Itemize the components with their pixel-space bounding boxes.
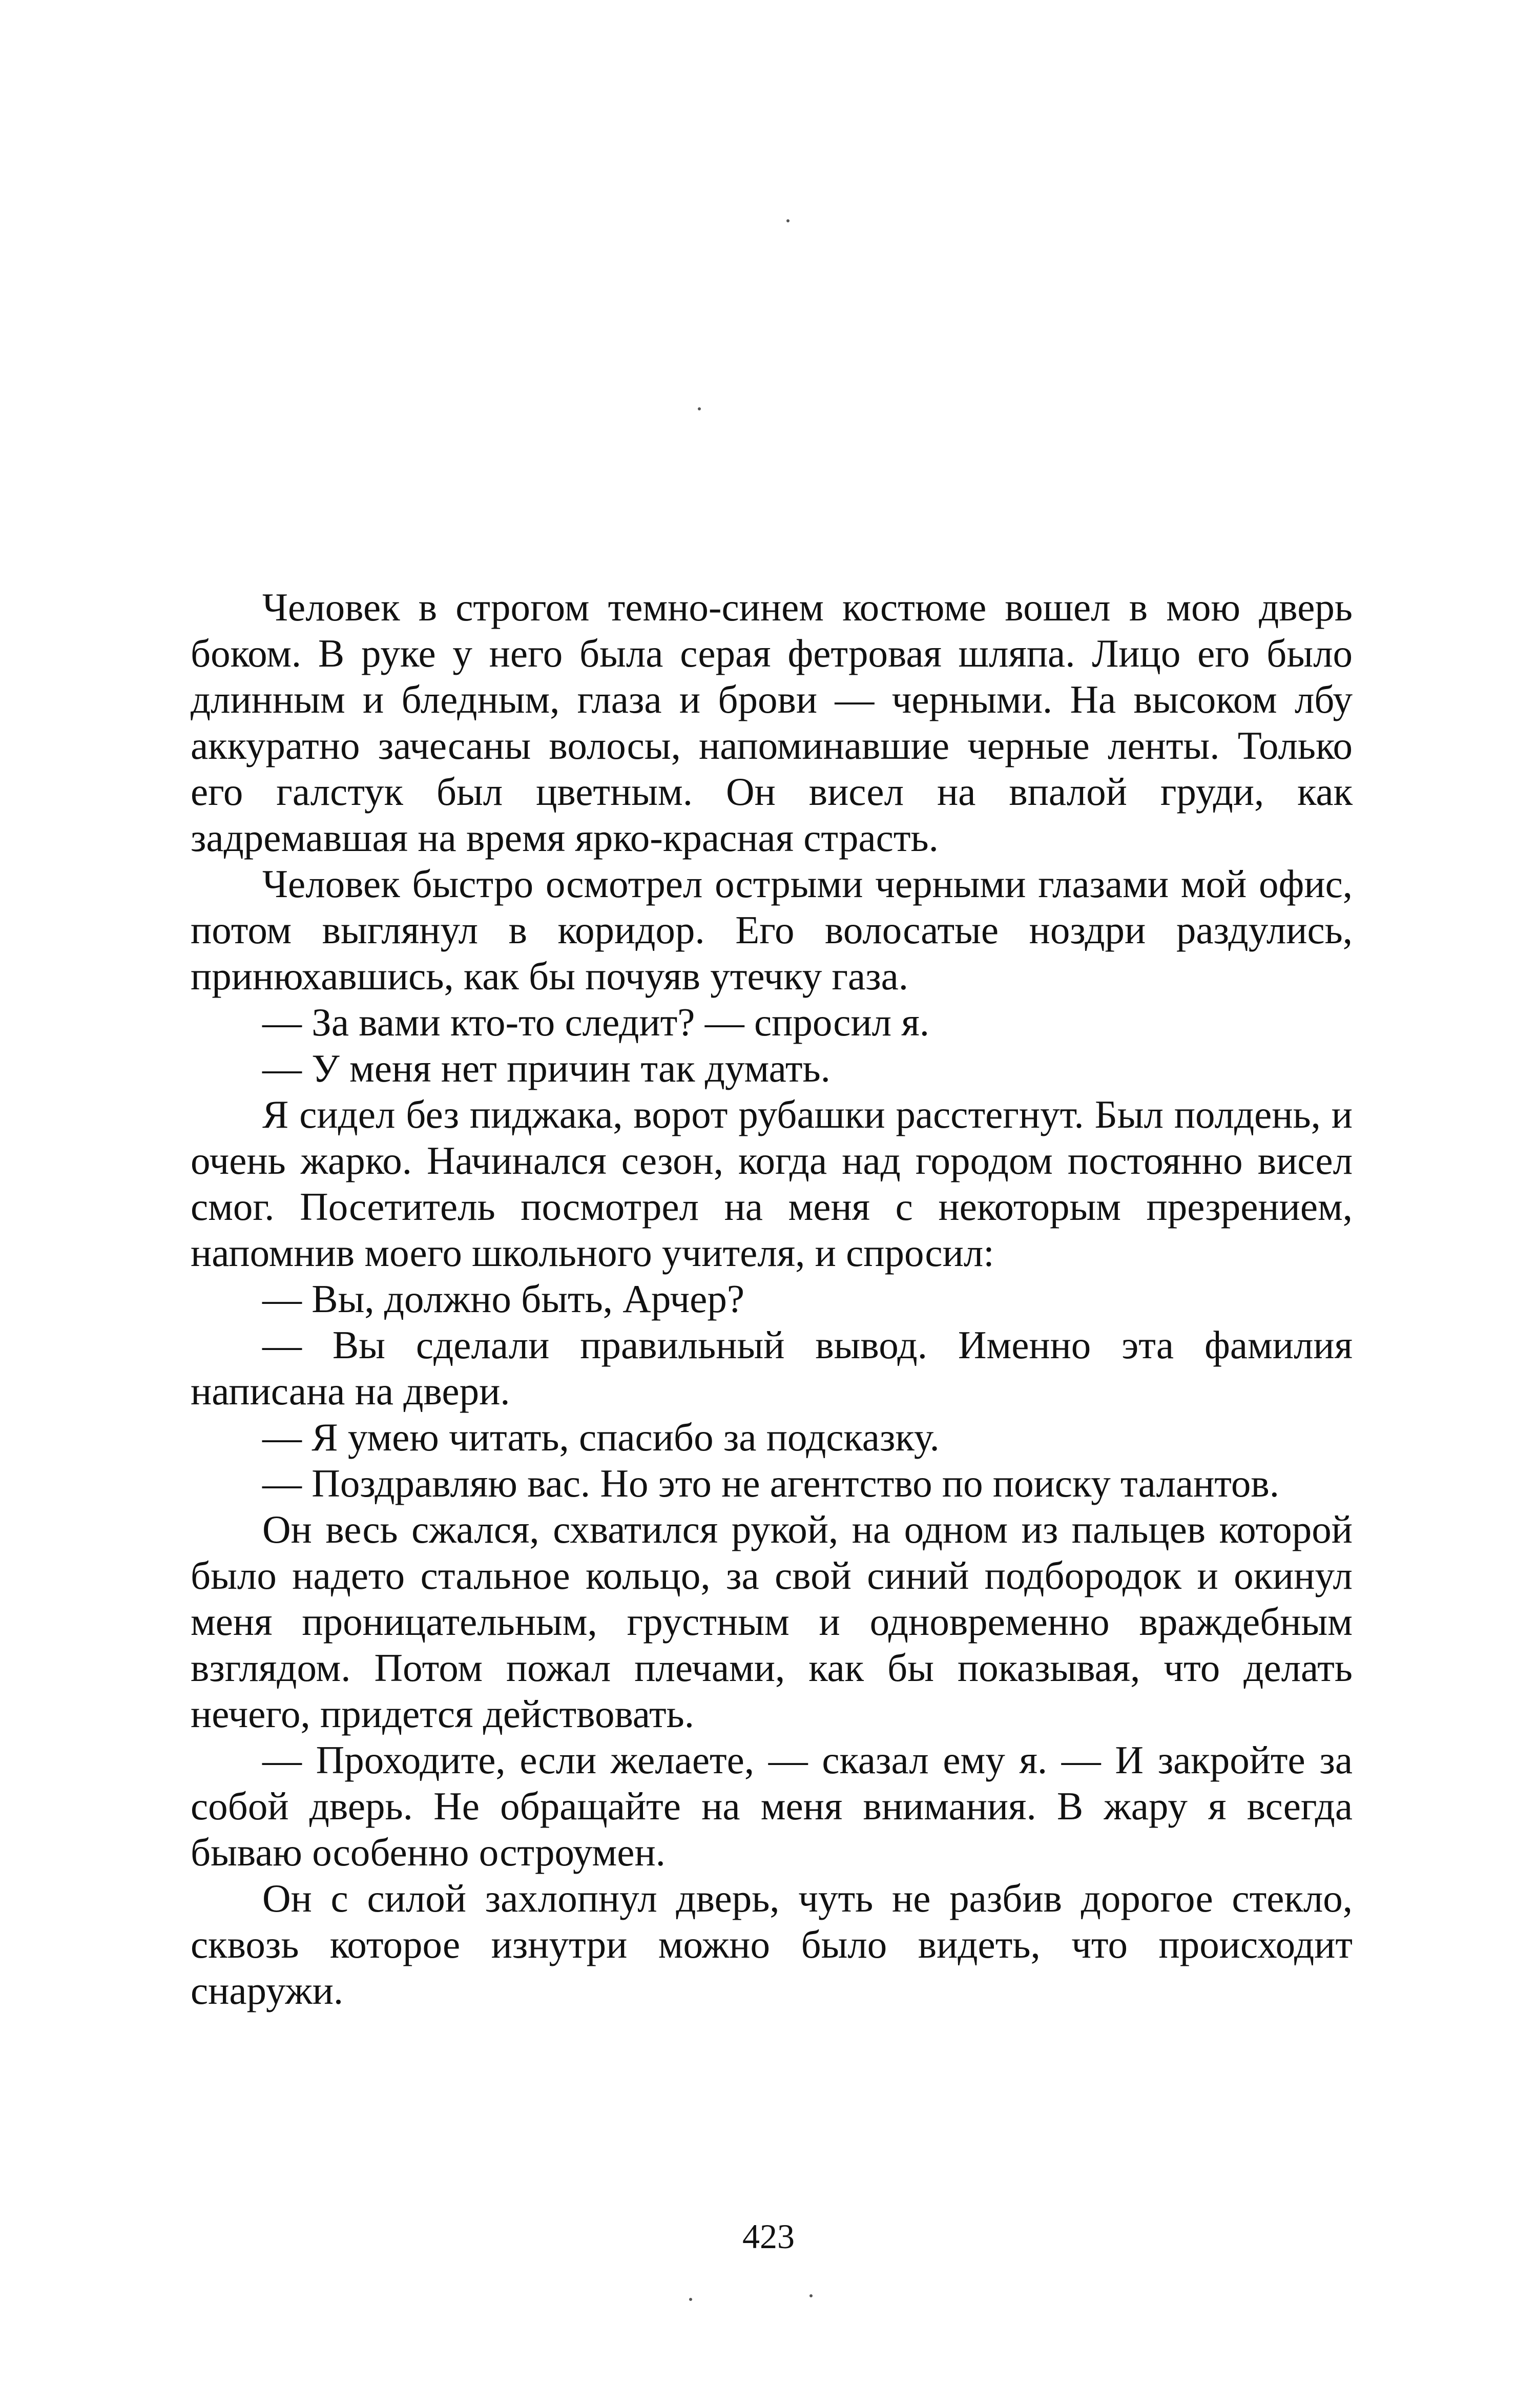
paragraph: — Проходите, если желаете, — сказал ему я. — И закройте за собой дверь. Не обращайте на меня внимания. В жару я всегда бываю особенно остроумен.	[191, 1738, 1353, 1874]
paragraph: — Я умею читать, спасибо за подсказку.	[262, 1415, 940, 1459]
body-text	[191, 584, 1353, 2013]
paragraph: — За вами кто-то следит? — спросил я.	[262, 1000, 930, 1044]
paragraph: — У меня нет причин так думать.	[262, 1046, 830, 1090]
paragraph: — Вы сделали правильный вывод. Именно эта фамилия написана на двери.	[191, 1323, 1353, 1413]
scan-speck	[698, 407, 701, 410]
scan-speck	[689, 2298, 692, 2301]
page-number: 423	[742, 2217, 795, 2256]
scan-speck	[809, 2294, 813, 2297]
scan-speck	[786, 219, 790, 222]
paragraph: Я сидел без пиджака, ворот рубашки расстегнут. Был полдень, и очень жарко. Начинался сезон, когда над городом постоянно висел смог. Посетитель посмотрел на меня с некоторым презрением, напомнив моего школьного учителя, и спросил:	[191, 1092, 1353, 1275]
paragraph: Он весь сжался, схватился рукой, на одном из пальцев которой было надето стальное кольцо, за свой синий подбородок и окинул меня проницательным, грустным и одновременно враждебным взглядом. Потом пожал плечами, как бы показывая, что делать нечего, придется действовать.	[191, 1507, 1353, 1736]
paragraph: Человек в строгом темно-синем костюме вошел в мою дверь боком. В руке у него была серая фетровая шляпа. Лицо его было длинным и бледным, глаза и брови — черными. На высоком лбу аккуратно зачесаны волосы, напоминавшие черные ленты. Только его галстук был цветным. Он висел на впалой груди, как задремавшая на время ярко-красная страсть.	[191, 585, 1353, 860]
paragraph: — Поздравляю вас. Но это не агентство по поиску талантов.	[262, 1461, 1280, 1505]
paragraph: Человек быстро осмотрел острыми черными глазами мой офис, потом выглянул в коридор. Его волосатые ноздри раздулись, принюхавшись, как бы почуяв утечку газа.	[191, 862, 1353, 998]
paragraph: Он с силой захлопнул дверь, чуть не разбив дорогое стекло, сквозь которое изнутри можно было видеть, что происходит снаружи.	[191, 1876, 1353, 2012]
paragraph: — Вы, должно быть, Арчер?	[262, 1277, 745, 1321]
